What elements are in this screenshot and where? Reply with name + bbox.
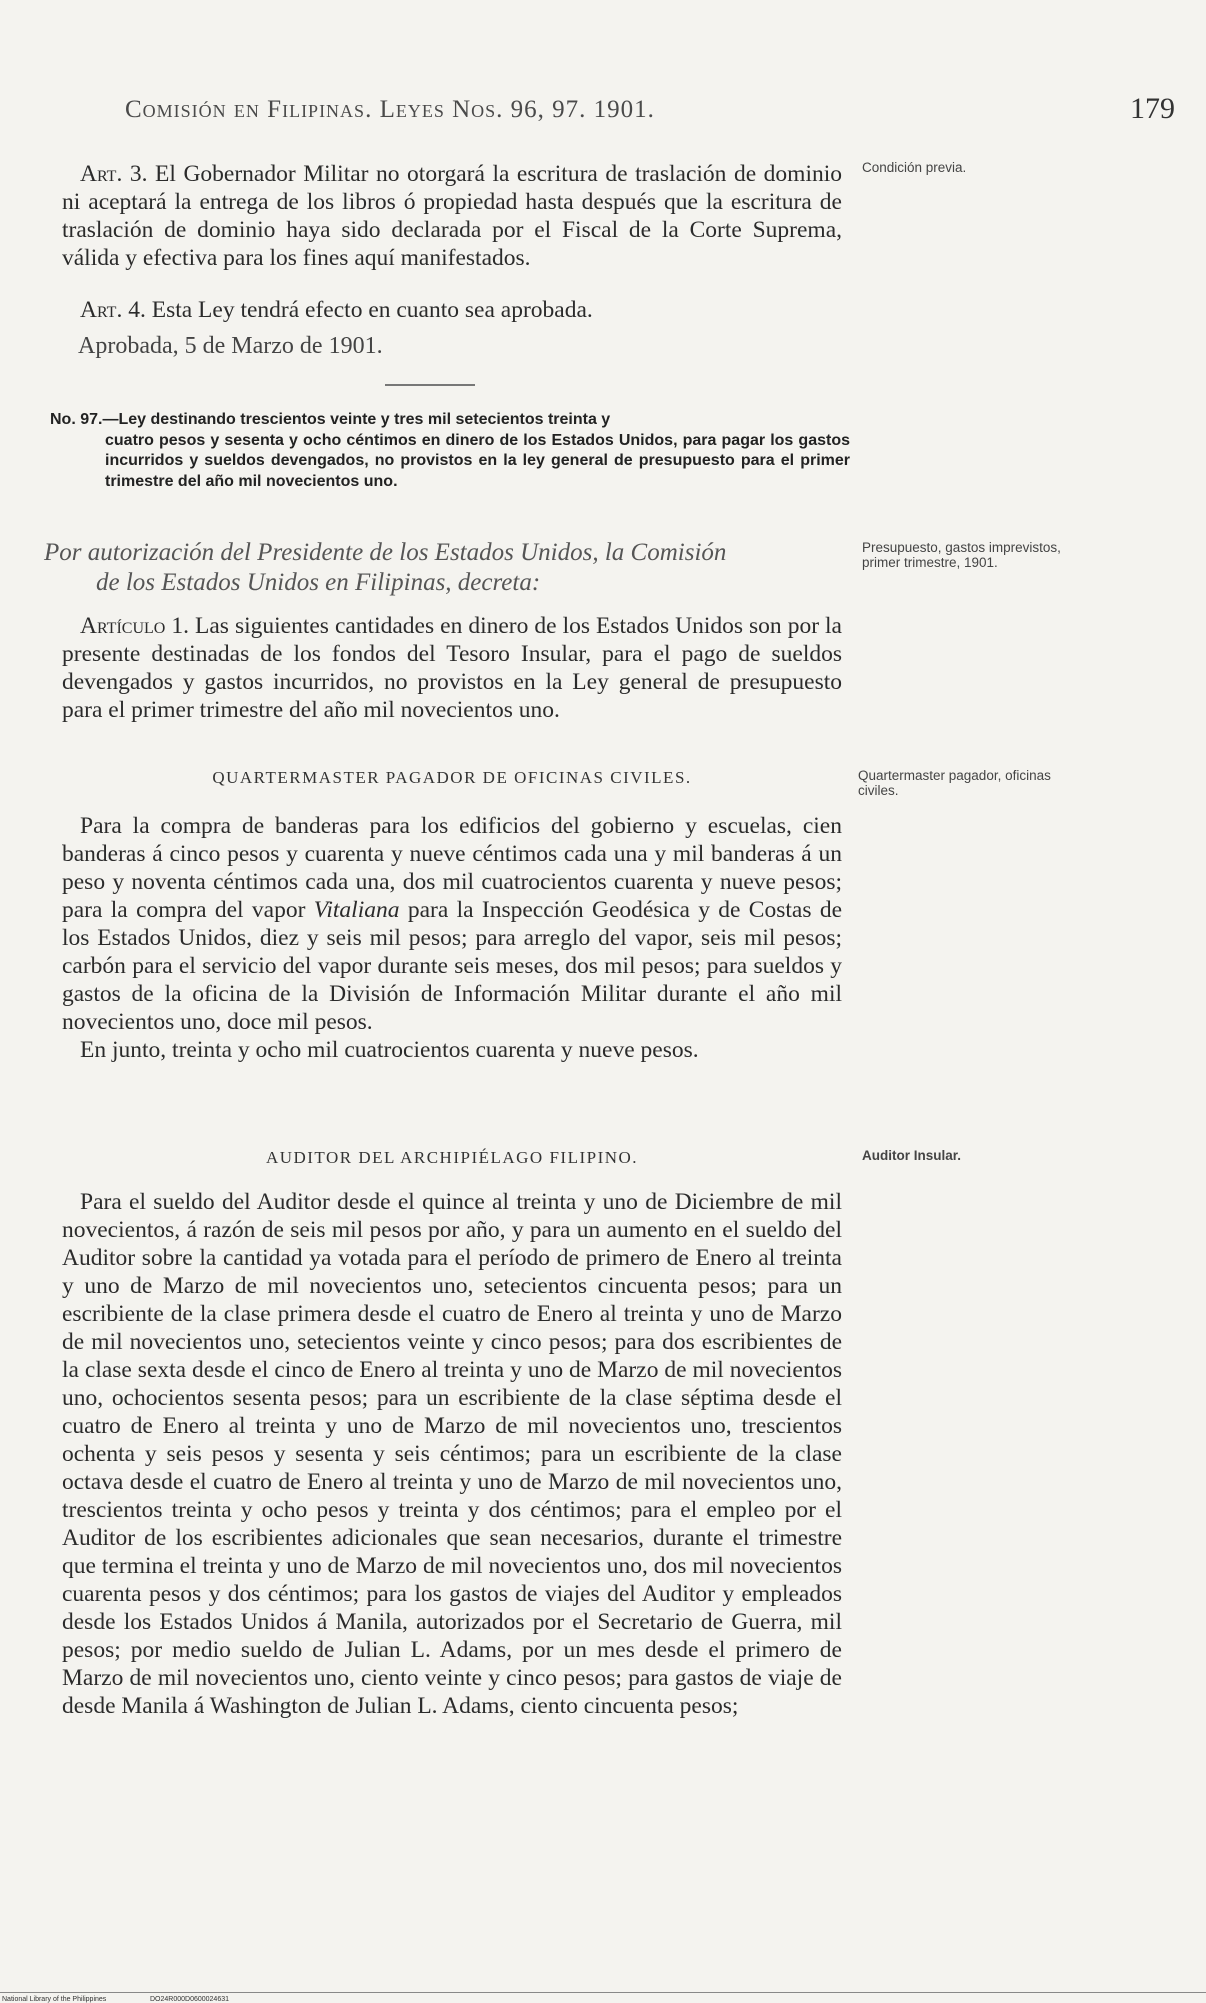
footer-library: National Library of the Philippines: [2, 1996, 107, 2003]
article-1: [62, 612, 842, 724]
ship-name: Vitaliana: [313, 897, 400, 923]
footer-id: DO24R000D0600024631: [150, 1996, 230, 2003]
decree-clause: [44, 538, 844, 598]
margin-note-auditor: Auditor Insular.: [862, 1148, 962, 1163]
article-4: [62, 296, 842, 324]
quartermaster-paragraph: [62, 812, 842, 1036]
article-3-label: Art. 3.: [80, 161, 148, 187]
header-title: Comisión en Filipinas. Leyes Nos. 96, 97. 1901.: [125, 96, 655, 123]
article-4-text: Esta Ley tendrá efecto en cuanto sea aprobada.: [151, 297, 593, 323]
quartermaster-text-a: Para la compra de banderas para los edificios del gobierno y escuelas, cien banderas á cinco pesos y cuarenta y nueve céntimos cada una y mil banderas á un peso y noventa céntimos cada una, dos mil cuatrocientos cuarenta y nueve pesos; para la compra del vapor: [62, 813, 842, 923]
law-97-heading-rest: cuatro pesos y sesenta y ocho céntimos en dinero de los Estados Unidos, para pagar los gastos incurridos y sueldos devengados, no provistos en la ley general de presupuesto para el primer trimestre del año mil novecientos uno.: [105, 431, 850, 490]
article-4-label: Art. 4.: [80, 297, 146, 323]
margin-note-presupuesto: Presupuesto, gastos imprevistos, primer trimestre, 1901.: [862, 540, 1061, 570]
quartermaster-heading: QUARTERMASTER PAGADOR DE OFICINAS CIVILES.: [212, 768, 692, 787]
quartermaster-section: [62, 812, 842, 1064]
quartermaster-text-b: para la Inspección Geodésica y de Costas de los Estados Unidos, diez y seis mil pesos; para arreglo del vapor, seis mil pesos; carbón para el servicio del vapor durante seis meses, dos mil pesos; para sueldos y gastos de la oficina de la División de Información Militar durante el año mil novecientos uno, doce mil pesos.: [62, 897, 842, 1035]
margin-note-quartermaster: Quartermaster pagador, oficinas civiles.: [858, 768, 1051, 798]
article-3: [62, 160, 842, 272]
running-header: [125, 92, 1175, 136]
page-number: 179: [1130, 92, 1175, 125]
law-97-heading-first: No. 97.—Ley destinando trescientos veinte y tres mil setecientos treinta y: [50, 411, 611, 428]
footer-rule: [0, 1992, 1206, 1993]
approval-date: Aprobada, 5 de Marzo de 1901.: [78, 333, 383, 359]
section-divider: [385, 384, 475, 386]
quartermaster-total: En junto, treinta y ocho mil cuatrocientos cuarenta y nueve pesos.: [80, 1037, 699, 1063]
auditor-section: [62, 1188, 842, 1720]
decree-line-1: Por autorización del Presidente de los Estados Unidos, la Comisión: [44, 539, 727, 566]
article-3-text: El Gobernador Militar no otorgará la escritura de traslación de dominio ni aceptará la entrega de los libros ó propiedad hasta después que la escritura de traslación de dominio haya sido declarada por el Fiscal de la Corte Suprema, válida y efectiva para los fines aquí manifestados.: [62, 161, 842, 271]
decree-line-2: de los Estados Unidos en Filipinas, decreta:: [96, 569, 541, 596]
margin-note-condicion: Condición previa.: [862, 160, 967, 175]
article-1-text: Las siguientes cantidades en dinero de los Estados Unidos son por la presente destinadas de los fondos del Tesoro Insular, para el pago de sueldos devengados y gastos incurridos, no provistos en la Ley general de presupuesto para el primer trimestre del año mil novecientos uno.: [62, 613, 842, 723]
article-1-label: Artículo 1.: [80, 613, 189, 639]
law-97-heading: [50, 410, 850, 492]
auditor-paragraph: Para el sueldo del Auditor desde el quince al treinta y uno de Diciembre de mil novecientos, á razón de seis mil pesos por año, y para un aumento en el sueldo del Auditor sobre la cantidad ya votada para el período de primero de Enero al treinta y uno de Marzo de mil novecientos uno, setecientos cincuenta pesos; para un escribiente de la clase primera desde el cuatro de Enero al treinta y uno de Marzo de mil novecientos uno, setecientos veinte y cinco pesos; para dos escribientes de la clase sexta desde el cinco de Enero al treinta y uno de Marzo de mil novecientos uno, ochocientos sesenta pesos; para un escribiente de la clase séptima desde el cuatro de Enero al treinta y uno de Marzo de mil novecientos uno, trescientos ochenta y seis pesos y sesenta y seis céntimos; para un escribiente de la clase octava desde el cuatro de Enero al treinta y uno de Marzo de mil novecientos uno, trescientos treinta y ocho pesos y treinta y dos céntimos; para el empleo por el Auditor de los escribientes adicionales que sean necesarios, durante el trimestre que termina el treinta y uno de Marzo de mil novecientos uno, dos mil novecientos cuarenta pesos y dos céntimos; para los gastos de viajes del Auditor y empleados desde los Estados Unidos á Manila, autorizados por el Secretario de Guerra, mil pesos; por medio sueldo de Julian L. Adams, por un mes desde el primero de Marzo de mil novecientos uno, ciento veinte y cinco pesos; para gastos de viaje de desde Manila á Washington de Julian L. Adams, ciento cincuenta pesos;: [62, 1189, 842, 1719]
auditor-heading: AUDITOR DEL ARCHIPIÉLAGO FILIPINO.: [265, 1148, 639, 1167]
